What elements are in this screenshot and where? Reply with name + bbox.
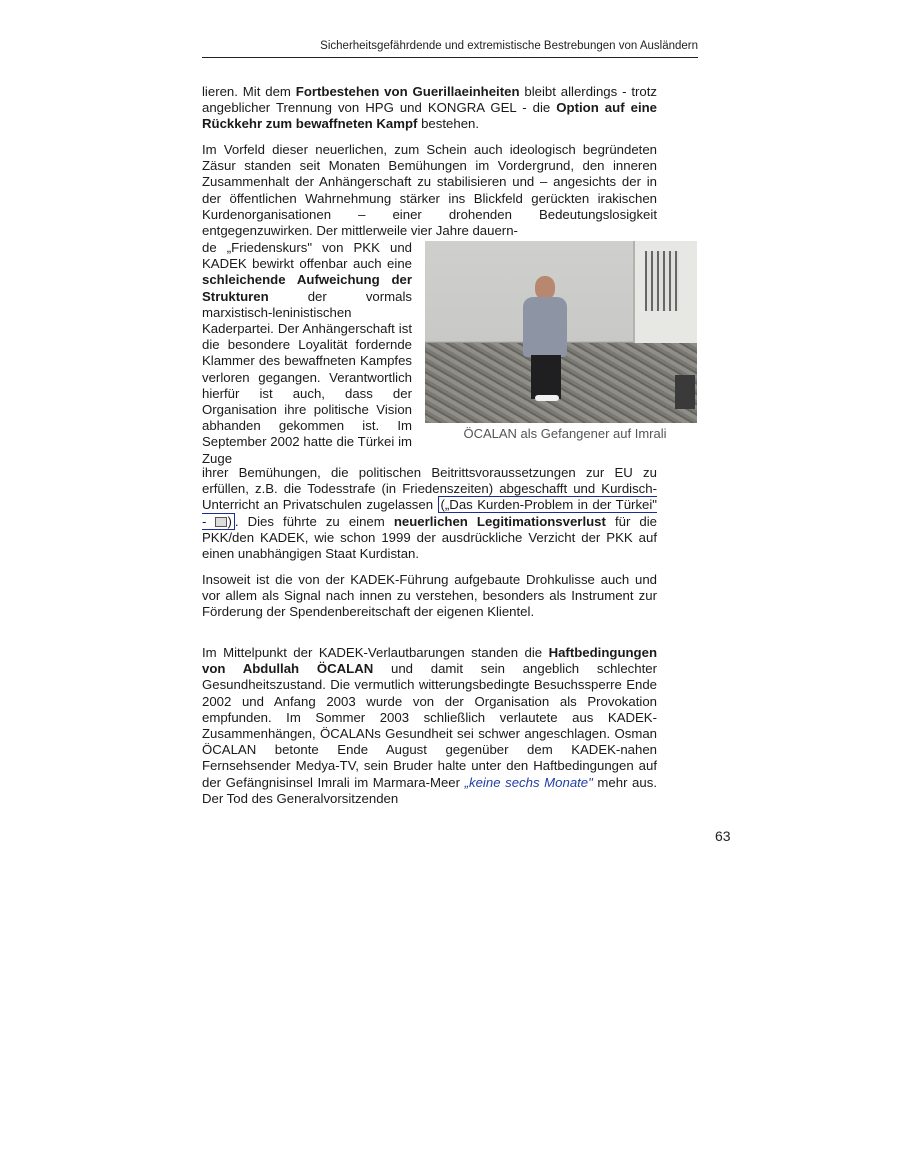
photo-caption: ÖCALAN als Gefangener auf Imrali <box>463 426 667 441</box>
document-icon <box>215 517 227 527</box>
paragraph-3: Insoweit ist die von der KADEK-Führung aufgebaute Drohkulisse auch und vor allem als Signal nach innen zu verstehen, besonders als Instrument zur Förderung der Spendenbereitschaft der eigenen Klientel. <box>202 572 657 620</box>
emphasis: Fortbestehen von Guerillaeinheiten <box>295 84 520 99</box>
paragraph-2-bottom: ihrer Bemühungen, die politischen Beitrittsvoraussetzungen zur EU zu erfüllen, z.B. die Todesstrafe (in Friedenszeiten) abgeschafft und Kurdisch-Unterricht an Privatschulen zugelassen („Das Kurden-Problem in der Türkei" - ) . Dies führte zu einem neuerlichen Legitimationsverlust für die PKK/den KADEK, wie schon 1999 der ausdrückliche Verzicht der PKK auf einen unabhängigen Staat Kurdistan. <box>202 465 658 562</box>
paragraph-2-wrapped: de „Friedenskurs" von PKK und KADEK bewirkt offenbar auch eine schleichende Aufweichung der Strukturen der vormals marxistisch-leninistischen Kaderpartei. Der Anhängerschaft ist die besondere Loyalität fordernde Klammer des bewaffneten Kampfes verloren gegangen. Verantwortlich hierfür ist auch, dass der Organisation ihre politische Vision abhanden gekommen ist. Im September 2002 hatte die Türkei im Zuge <box>202 240 412 466</box>
paragraph-2-top: Im Vorfeld dieser neuerlichen, zum Schein auch ideologisch begründeten Zäsur standen seit Monaten Bemühungen im Vordergrund, den inneren Zusammenhalt der Anhängerschaft zu stabilisieren und – angesichts der in der öffentlichen Wahrnehmung stärker ins Blickfeld gerückten irakischen Kurdenorganisationen – einer drohenden Bedeutungslosigkeit entgegenzuwirken. Der mittlerweile vier Jahre dauern- <box>202 142 657 239</box>
emphasis: Haftbedingungen von Abdullah ÖCALAN <box>202 645 657 677</box>
emphasis: neuerlichen Legitimationsverlust <box>393 513 606 529</box>
paragraph-4: Im Mittelpunkt der KADEK-Verlautbarungen standen die Haftbedingungen von Abdullah ÖCALAN und damit sein angeblich schlechter Gesundheitszustand. Die vermutlich witterungsbedingte Besuchssperre Ende 2002 und Anfang 2003 wurde von der Organisation als Provokation empfunden. Im Sommer 2003 schließlich verlautete aus KADEK-Zusammenhängen, ÖCALANs Gesundheit sei schwer angeschlagen. Osman ÖCALAN betonte Ende August gegenüber dem KADEK-nahen Fernsehsender Medya-TV, sein Bruder halte unter den Haftbedingungen auf der Gefängnisinsel Imrali im Marmara-Meer „keine sechs Monate" mehr aus. Der Tod des Generalvorsitzenden <box>202 645 657 806</box>
running-header: Sicherheitsgefährdende und extremistische Bestrebungen von Ausländern <box>202 40 698 58</box>
page-number: 63 <box>715 828 731 844</box>
emphasis: schleichende Aufweichung der Strukturen <box>202 272 412 304</box>
cross-reference-link[interactable]: („Das Kurden-Problem in der Türkei" - ) <box>202 497 657 529</box>
paragraph-1: lieren. Mit dem Fortbestehen von Guerillaeinheiten bleibt allerdings - trotz angeblicher Trennung von HPG und KONGRA GEL - die Option auf eine Rückkehr zum bewaffneten Kampf bestehen. <box>202 84 658 132</box>
quoted-link[interactable]: „keine sechs Monate" <box>464 774 593 790</box>
photo-ocalan <box>425 241 697 423</box>
emphasis: Option auf eine Rückkehr zum bewaffneten Kampf <box>202 100 657 132</box>
